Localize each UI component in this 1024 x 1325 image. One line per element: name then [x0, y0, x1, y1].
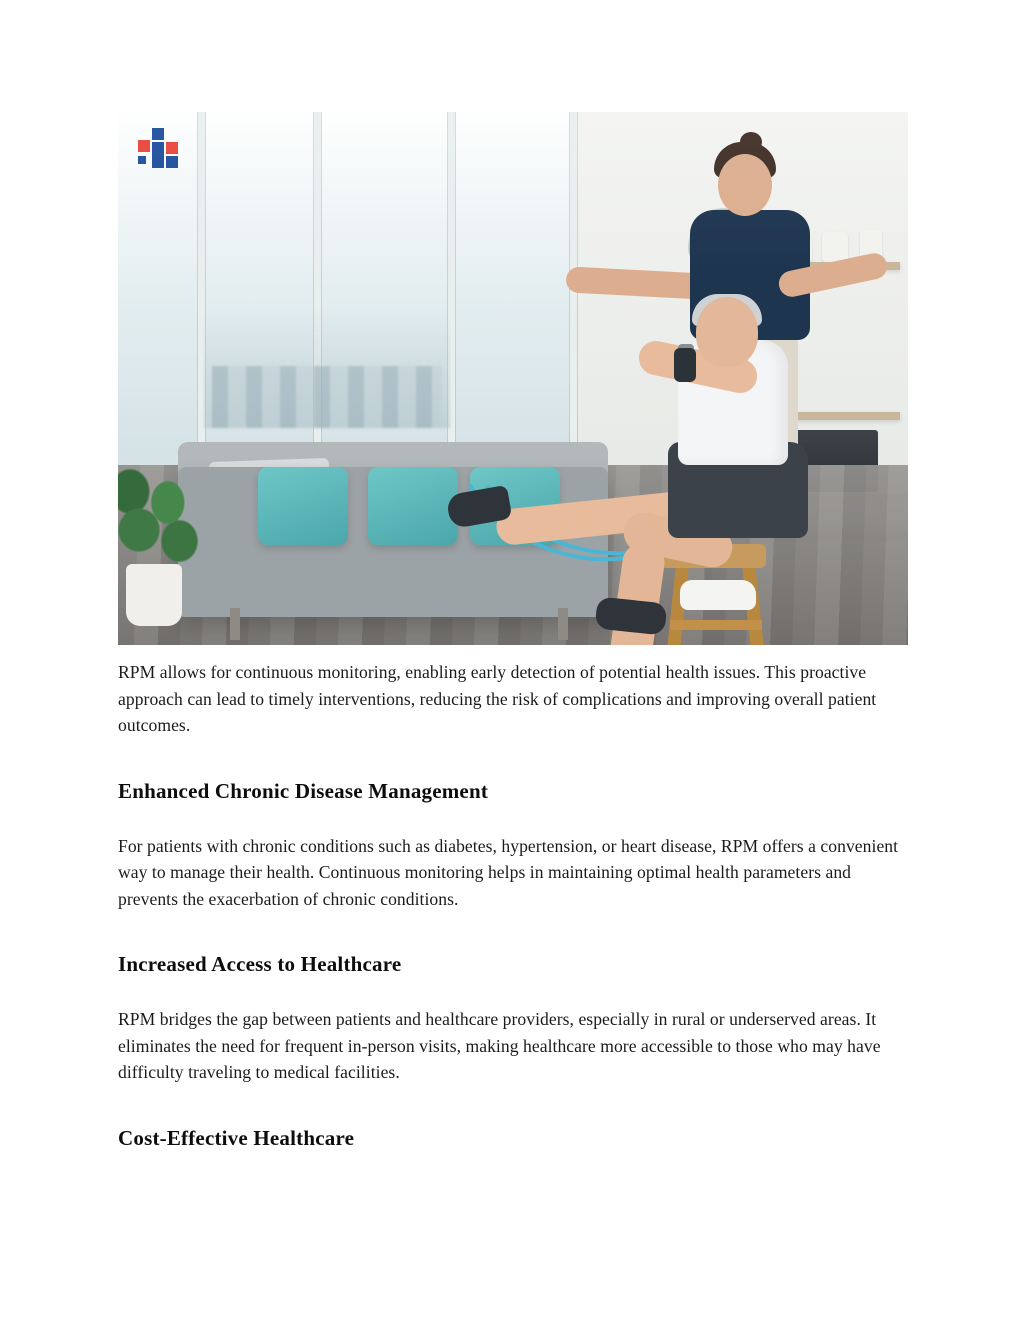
teal-pillow	[368, 467, 458, 545]
teal-pillow	[258, 467, 348, 545]
paragraph-intro: RPM allows for continuous monitoring, enabling early detection of potential health issues. This proactive approach can lead to timely interventions, reducing the risk of complications and improving overall patient outcomes.	[118, 662, 877, 735]
heading-cost-effective: Cost-Effective Healthcare	[118, 1125, 355, 1150]
therapist-head	[718, 154, 772, 216]
document-content	[118, 112, 908, 1152]
hero-image	[118, 112, 908, 645]
paragraph-access-healthcare: RPM bridges the gap between patients and healthcare providers, especially in rural or underserved areas. It eliminates the need for frequent in-person visits, making healthcare more accessible to those who may have difficulty traveling to medical facilities.	[118, 1009, 881, 1082]
therapist-hair-bun	[740, 132, 762, 152]
paragraph-chronic-disease: For patients with chronic conditions such as diabetes, hypertension, or heart disease, RPM offers a convenient way to manage their health. Continuous monitoring helps in maintaining optimal health parameters and prevents the exacerbation of chronic conditions.	[118, 835, 899, 909]
heading-access-healthcare: Increased Access to Healthcare	[118, 952, 402, 976]
band-handle	[674, 348, 696, 382]
couch-leg	[558, 608, 568, 640]
shelf-jar	[822, 232, 848, 262]
potted-plant-leaves	[118, 464, 202, 574]
plant-pot	[126, 564, 182, 626]
patient-head	[696, 297, 758, 367]
heading-chronic-disease: Enhanced Chronic Disease Management	[118, 778, 489, 803]
company-logo	[132, 122, 194, 184]
stool-crossbar	[670, 620, 762, 630]
therapist-shoe	[680, 580, 756, 610]
couch-leg	[230, 608, 240, 640]
city-skyline	[204, 308, 450, 428]
